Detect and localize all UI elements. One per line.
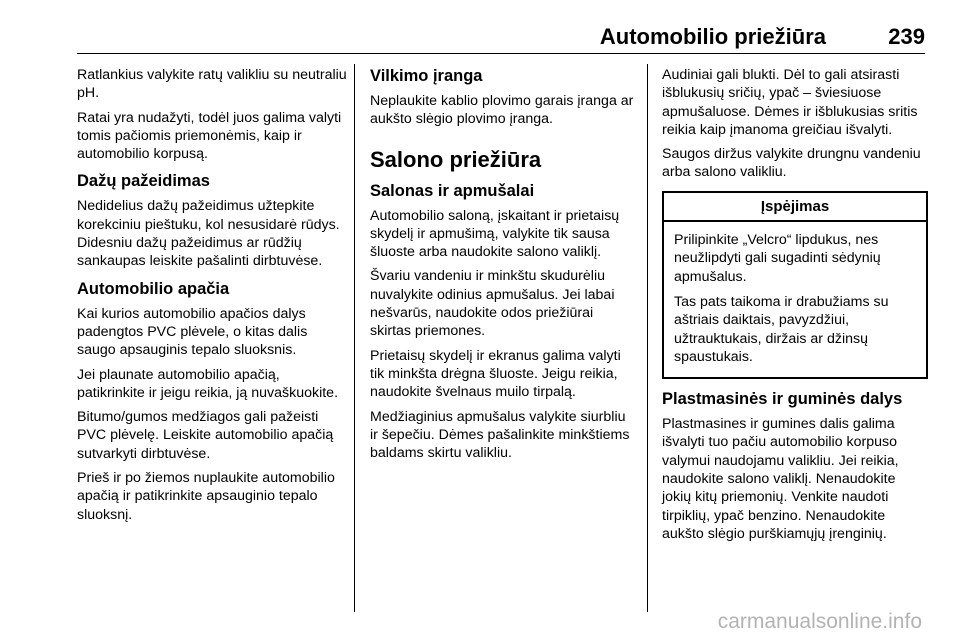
warning-body <box>664 222 926 377</box>
section-heading-towing: Vilkimo įranga <box>370 67 483 85</box>
paragraph: Plastmasines ir gumines dalis galima išvalyti tuo pačiu automobilio korpuso valymui naudojamu valikliu. Jei reikia, naudokite salono valiklį. Nenaudokite jokių kitų priemonių. Venkite naudoti tirpiklių, ypač benzino. Nenaudokite aukšto slėgio purškiamųjų įrenginių. <box>662 416 899 542</box>
warning-paragraph: Prilipinkite „Velcro“ lipdukus, nes neužlipdyti gali sugadinti sėdynių apmušalus. <box>674 232 881 285</box>
paragraph: Jei plaunate automobilio apačią, patikrinkite ir jeigu reikia, ją nuvaškuokite. <box>77 366 339 401</box>
column-divider-right <box>647 64 648 612</box>
column-2 <box>370 66 634 468</box>
paragraph: Nedidelius dažų pažeidimus užtepkite korekciniu pieštuku, kol nesusidarė rūdys. Didesniu dažų pažeidimus ar rūdžių sankaupas leiskite pašalinti dirbtuvėse. <box>77 198 340 270</box>
section-heading-upholstery: Salonas ir apmušalai <box>370 181 535 200</box>
page-header-title: Automobilio priežiūra <box>599 24 826 49</box>
warning-title: Įspėjimas <box>664 193 926 222</box>
paragraph: Bitumo/gumos medžiagos gali pažeisti PVC plėvelę. Leiskite automobilio apačią sutvarkyti dirbtuvėse. <box>77 409 334 462</box>
watermark: carmanualsonline.info <box>717 610 922 633</box>
header-rule <box>77 53 925 54</box>
paragraph: Automobilio saloną, įskaitant ir prietaisų skydelį ir apmušimą, valykite tik sausa šluoste arba naudokite salono valiklį. <box>370 207 620 261</box>
column-divider-left <box>354 64 355 612</box>
column-3 <box>662 66 928 549</box>
paragraph: Kai kurios automobilio apačios dalys padengtos PVC plėvele, o kitas dalis saugo apsauginis tepalo sluoksnis. <box>77 305 308 359</box>
section-heading-underbody: Automobilio apačia <box>77 279 230 298</box>
paragraph: Švariu vandeniu ir minkštu skudurėliu nuvalykite odinius apmušalus. Jei labai nešvarūs, naudokite odos priežiūrai skirtas priemones. <box>370 268 615 340</box>
paragraph: Ratai yra nudažyti, todėl juos galima valyti tomis pačiomis priemonėmis, kaip ir automobilio korpusą. <box>77 109 342 163</box>
paragraph: Saugos diržus valykite drungnu vandeniu arba salono valikliu. <box>662 146 921 181</box>
paragraph: Prieš ir po žiemos nuplaukite automobilio apačią ir patikrinkite apsauginio tepalo sluoksnį. <box>77 470 335 523</box>
column-1 <box>77 66 349 530</box>
paragraph: Medžiaginius apmušalus valykite siurbliu ir šepečiu. Dėmes pašalinkite minkštiems baldams skirtu valikliu. <box>370 408 630 462</box>
chapter-heading-interior: Salono priežiūra <box>370 146 542 172</box>
warning-paragraph: Tas pats taikoma ir drabužiams su aštriais daiktais, pavyzdžiui, užtrauktukais, diržais ar džinsų spaustukais. <box>674 293 889 365</box>
page-number: 239 <box>888 24 925 49</box>
paragraph: Neplaukite kablio plovimo garais įranga ar aukšto slėgio plovimo įranga. <box>370 93 634 128</box>
warning-box <box>662 191 928 379</box>
paragraph: Audiniai gali blukti. Dėl to gali atsirasti išblukusių sričių, ypač – šviesiuose apmušaluose. Dėmes ir išblukusias sritis reikia kaip įmanoma greičiau išvalyti. <box>662 67 918 138</box>
section-heading-plastic-rubber: Plastmasinės ir guminės dalys <box>662 390 903 409</box>
paragraph: Prietaisų skydelį ir ekranus galima valyti tik minkšta drėgna šluoste. Jeigu reikia, naudokite švelnaus muilo tirpalą. <box>370 347 621 401</box>
section-heading-paint-damage: Dažų pažeidimas <box>77 172 210 191</box>
paragraph: Ratlankius valykite ratų valikliu su neutraliu pH. <box>77 67 347 102</box>
